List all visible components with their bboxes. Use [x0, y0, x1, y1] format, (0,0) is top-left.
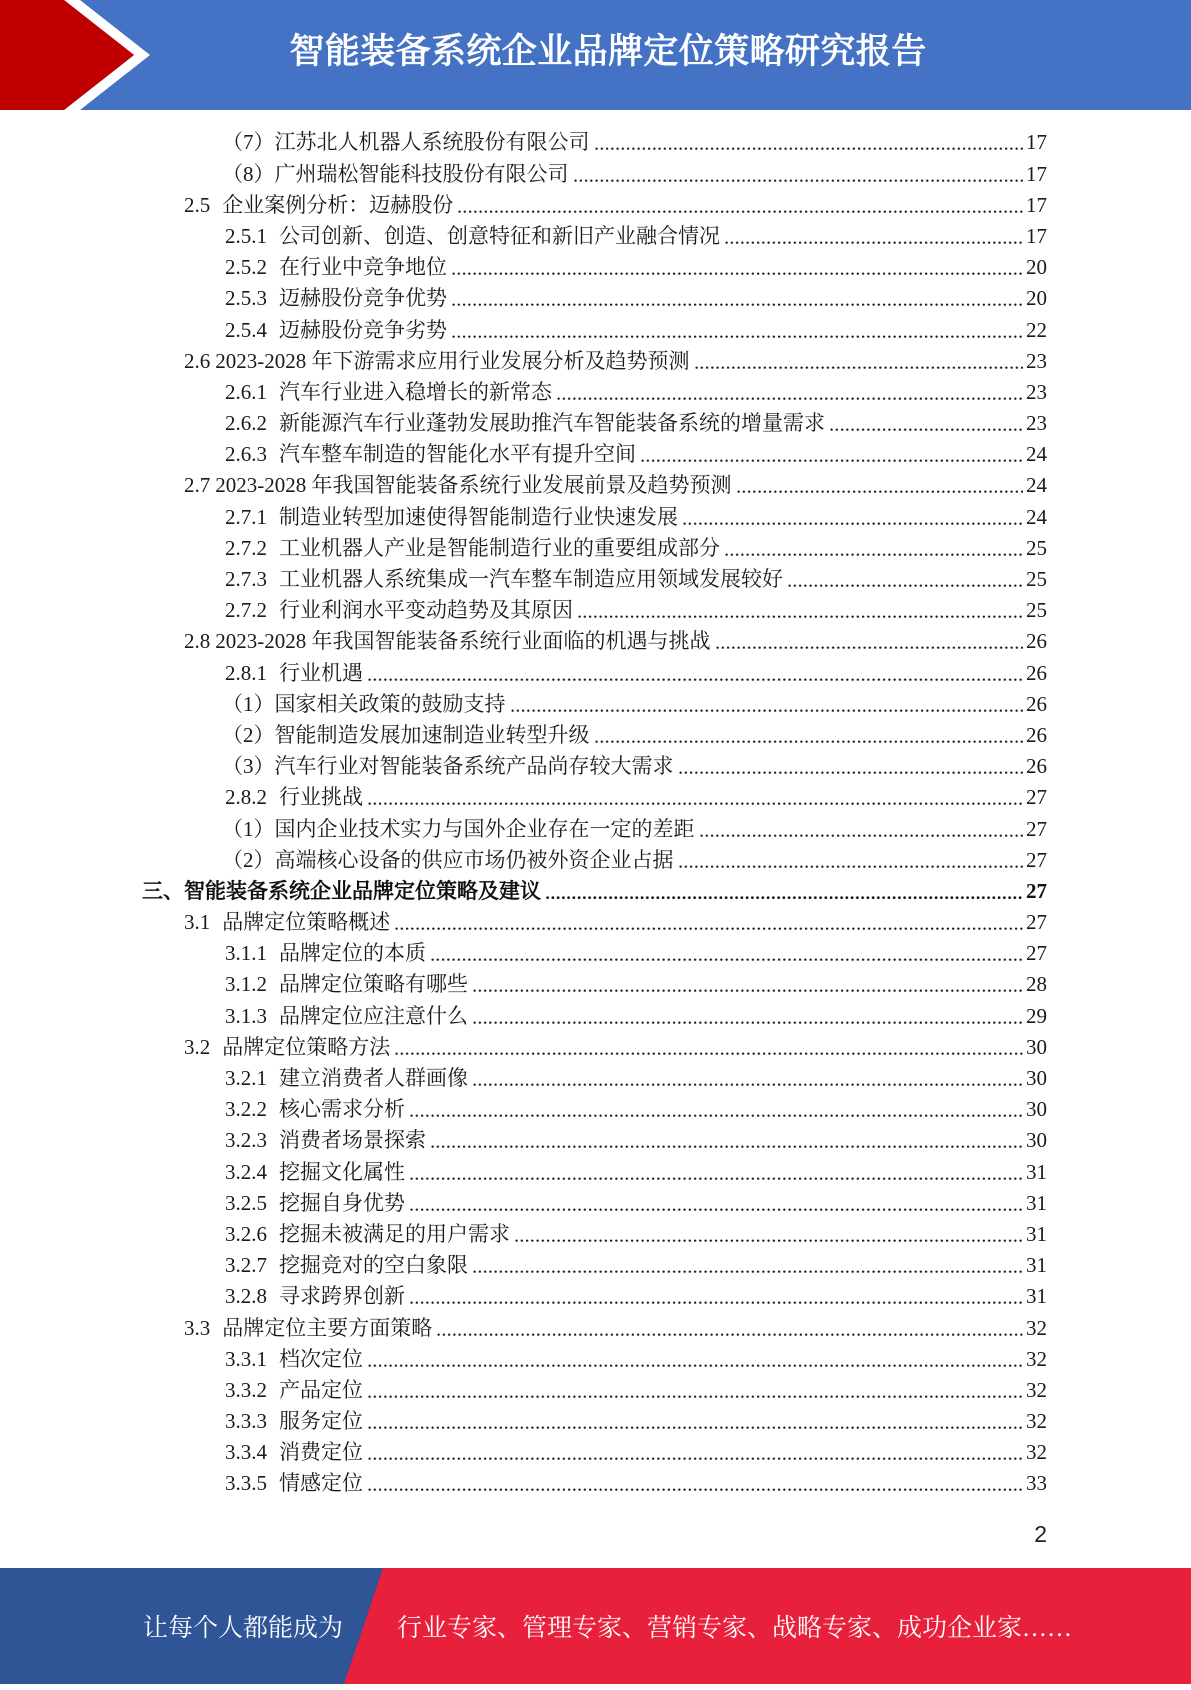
toc-dot-leader: [451, 283, 1023, 314]
toc-dot-leader: [367, 1344, 1023, 1375]
toc-entry-number: 2.5.1: [225, 223, 267, 248]
toc-entry-page: 24: [1026, 442, 1047, 467]
toc-entry-number: 2.6.1: [225, 379, 267, 404]
toc-entry-number: 2.7: [184, 473, 211, 498]
toc-dot-leader: [640, 439, 1023, 470]
toc-entry-number: （8）: [222, 161, 275, 186]
toc-entry-title: 品牌定位主要方面策略: [222, 1315, 433, 1340]
toc-entry[interactable]: [0, 1406, 1047, 1437]
toc-dot-leader: [724, 221, 1023, 252]
toc-dot-leader: [367, 1375, 1023, 1406]
toc-entry-page: 17: [1026, 223, 1047, 248]
toc-dot-leader: [736, 470, 1024, 501]
toc-entry-page: 23: [1026, 411, 1047, 436]
toc-entry-title: 企业案例分析：迈赫股份: [222, 192, 454, 217]
toc-entry-page: 31: [1026, 1284, 1047, 1309]
toc-entry-number: 2.8.2: [225, 785, 267, 810]
toc-entry-page: 27: [1026, 816, 1047, 841]
footer-slogan-roles: 行业专家、管理专家、营销专家、战略专家、成功企业家……: [397, 1615, 1073, 1642]
toc-entry[interactable]: [0, 1281, 1047, 1312]
toc-entry-number: 2.7.2: [225, 598, 267, 623]
toc-dot-leader: [514, 1219, 1023, 1250]
toc-entry[interactable]: [0, 1125, 1047, 1156]
toc-entry-page: 26: [1026, 660, 1047, 685]
toc-entry[interactable]: [0, 564, 1047, 595]
footer-slogan-lead: 让每个人都能成为: [143, 1615, 344, 1642]
toc-entry[interactable]: [0, 439, 1047, 470]
toc-entry[interactable]: [0, 751, 1047, 782]
toc-dot-leader: [577, 595, 1023, 626]
toc-entry-number: 2.6: [184, 348, 211, 373]
toc-entry-page: 29: [1026, 1003, 1047, 1028]
toc-entry-title: 品牌定位策略概述: [222, 910, 391, 935]
toc-entry-number: （1）: [222, 691, 275, 716]
toc-entry[interactable]: [0, 408, 1047, 439]
toc-entry[interactable]: [0, 283, 1047, 314]
toc-entry[interactable]: [0, 159, 1047, 190]
toc-entry-number: 2.8.1: [225, 660, 267, 685]
toc-entry[interactable]: [0, 1001, 1047, 1032]
toc-entry-page: 27: [1026, 847, 1047, 872]
toc-dot-leader: [409, 1157, 1023, 1188]
toc-entry[interactable]: [0, 1437, 1047, 1468]
toc-entry-title: 2023-2028 年我国智能装备系统行业面临的机遇与挑战: [215, 629, 711, 654]
toc-entry-title: 汽车行业进入稳增长的新常态: [279, 379, 552, 404]
toc-entry-page: 27: [1026, 878, 1047, 903]
toc-entry-page: 17: [1026, 130, 1047, 155]
toc-dot-leader: [715, 626, 1024, 657]
toc-dot-leader: [409, 1281, 1023, 1312]
toc-entry-page: 31: [1026, 1221, 1047, 1246]
toc-dot-leader: [409, 1188, 1023, 1219]
toc-dot-leader: [510, 689, 1024, 720]
toc-entry-page: 33: [1026, 1471, 1047, 1496]
toc-dot-leader: [457, 190, 1023, 221]
toc-entry-title: 国家相关政策的鼓励支持: [274, 691, 506, 716]
toc-entry-page: 20: [1026, 286, 1047, 311]
toc-entry-number: 2.5.4: [225, 317, 267, 342]
toc-entry-title: 品牌定位应注意什么: [279, 1003, 468, 1028]
toc-entry[interactable]: [0, 595, 1047, 626]
toc-entry[interactable]: [0, 1313, 1047, 1344]
toc-entry-title: 广州瑞松智能科技股份有限公司: [274, 161, 569, 186]
toc-entry[interactable]: [0, 252, 1047, 283]
page-number: 2: [1034, 1521, 1047, 1547]
toc-entry[interactable]: [0, 1344, 1047, 1375]
toc-dot-leader: [367, 1468, 1023, 1499]
toc-entry-title: 迈赫股份竞争优势: [279, 286, 447, 311]
toc-entry-title: 制造业转型加速使得智能制造行业快速发展: [279, 504, 678, 529]
toc-entry-title: 服务定位: [279, 1409, 363, 1434]
toc-dot-leader: [829, 408, 1023, 439]
toc-entry-page: 26: [1026, 722, 1047, 747]
toc-dot-leader: [451, 252, 1023, 283]
toc-dot-leader: [694, 346, 1024, 377]
toc-entry-page: 30: [1026, 1034, 1047, 1059]
toc-entry-title: 消费者场景探索: [279, 1128, 426, 1153]
report-title: 智能装备系统企业品牌定位策略研究报告: [289, 32, 927, 72]
toc-dot-leader: [430, 1125, 1023, 1156]
toc-entry-number: 3.3: [184, 1315, 211, 1340]
toc-entry[interactable]: [0, 1157, 1047, 1188]
toc-entry-title: 挖掘竞对的空白象限: [279, 1253, 468, 1278]
toc-entry[interactable]: [0, 221, 1047, 252]
toc-entry[interactable]: [0, 782, 1047, 813]
toc-entry-title: 品牌定位的本质: [279, 941, 426, 966]
toc-entry-title: 高端核心设备的供应市场仍被外资企业占据: [274, 847, 674, 872]
toc-dot-leader: [367, 1437, 1023, 1468]
toc-entry-number: 3.3.1: [225, 1346, 267, 1371]
toc-entry-title: 2023-2028 年我国智能装备系统行业发展前景及趋势预测: [215, 473, 732, 498]
toc-entry-number: 2.6.2: [225, 411, 267, 436]
toc-entry-page: 23: [1026, 379, 1047, 404]
toc-entry[interactable]: [0, 1188, 1047, 1219]
toc-entry[interactable]: [0, 1063, 1047, 1094]
toc-entry-number: 3.2.7: [225, 1253, 267, 1278]
toc-entry-number: 3.2.4: [225, 1159, 267, 1184]
toc-entry-number: （3）: [222, 754, 275, 779]
toc-entry-page: 32: [1026, 1440, 1047, 1465]
toc-entry-number: 3.2.2: [225, 1097, 267, 1122]
toc-dot-leader: [682, 502, 1023, 533]
toc-entry[interactable]: [0, 127, 1047, 158]
toc-entry-page: 20: [1026, 255, 1047, 280]
toc-entry[interactable]: [0, 502, 1047, 533]
toc-entry-number: 3.2.8: [225, 1284, 267, 1309]
toc-entry-number: 3.1.3: [225, 1003, 267, 1028]
toc-entry[interactable]: [0, 533, 1047, 564]
toc-entry-number: 3.2: [184, 1034, 211, 1059]
toc-entry[interactable]: [0, 1250, 1047, 1281]
toc-entry-number: 3.1.2: [225, 972, 267, 997]
toc-entry-title: 智能装备系统企业品牌定位策略及建议: [184, 878, 541, 903]
toc-dot-leader: [472, 1063, 1023, 1094]
toc-dot-leader: [367, 658, 1023, 689]
toc-dot-leader: [451, 315, 1023, 346]
toc-entry[interactable]: [0, 658, 1047, 689]
toc-dot-leader: [472, 969, 1023, 1000]
toc-entry-number: 3.2.3: [225, 1128, 267, 1153]
toc-dot-leader: [394, 907, 1023, 938]
page-footer: [0, 1568, 1191, 1684]
toc-chapter-entry[interactable]: [0, 876, 1047, 907]
toc-entry-title: 档次定位: [279, 1346, 363, 1371]
toc-entry[interactable]: [0, 1468, 1047, 1499]
toc-entry-number: 2.7.2: [225, 535, 267, 560]
toc-dot-leader: [678, 845, 1024, 876]
toc-entry-number: 3.3.4: [225, 1440, 267, 1465]
toc-entry-page: 32: [1026, 1409, 1047, 1434]
toc-entry-page: 26: [1026, 629, 1047, 654]
toc-dot-leader: [556, 377, 1023, 408]
toc-entry-number: 2.5.3: [225, 286, 267, 311]
toc-entry-title: 核心需求分析: [279, 1097, 405, 1122]
toc-dot-leader: [787, 564, 1023, 595]
toc-entry-page: 24: [1026, 473, 1047, 498]
toc-entry-number: 2.7.1: [225, 504, 267, 529]
toc-dot-leader: [367, 782, 1023, 813]
toc-entry-page: 27: [1026, 910, 1047, 935]
toc-entry-title: 汽车整车制造的智能化水平有提升空间: [279, 442, 636, 467]
toc-entry-title: 迈赫股份竞争劣势: [279, 317, 447, 342]
toc-entry[interactable]: [0, 1219, 1047, 1250]
toc-entry-title: 挖掘文化属性: [279, 1159, 405, 1184]
toc-entry-page: 22: [1026, 317, 1047, 342]
toc-entry[interactable]: [0, 720, 1047, 751]
toc-entry-title: 寻求跨界创新: [279, 1284, 405, 1309]
toc-entry-title: 品牌定位策略方法: [222, 1034, 391, 1059]
toc-entry-number: 2.8: [184, 629, 211, 654]
toc-entry-title: 工业机器人系统集成一汽车整车制造应用领域发展较好: [279, 567, 783, 592]
toc-entry-page: 17: [1026, 192, 1047, 217]
toc-dot-leader: [472, 1250, 1023, 1281]
toc-entry-page: 24: [1026, 504, 1047, 529]
toc-entry-number: 2.7.3: [225, 567, 267, 592]
toc-entry-number: 三、: [142, 878, 184, 903]
toc-entry[interactable]: [0, 470, 1047, 501]
toc-entry-page: 26: [1026, 691, 1047, 716]
toc-entry-title: 挖掘未被满足的用户需求: [279, 1221, 510, 1246]
toc-entry[interactable]: [0, 969, 1047, 1000]
toc-entry-number: （7）: [222, 130, 275, 155]
toc-entry-title: 建立消费者人群画像: [279, 1066, 468, 1091]
toc-entry-title: 汽车行业对智能装备系统产品尚存较大需求: [274, 754, 674, 779]
toc-dot-leader: [573, 159, 1024, 190]
toc-entry-title: 公司创新、创造、创意特征和新旧产业融合情况: [279, 223, 720, 248]
toc-entry[interactable]: [0, 346, 1047, 377]
toc-entry[interactable]: [0, 377, 1047, 408]
toc-entry-number: 3.1: [184, 910, 211, 935]
page-header: [0, 0, 1191, 110]
toc-entry-page: 23: [1026, 348, 1047, 373]
toc-entry-title: 品牌定位策略有哪些: [279, 972, 468, 997]
toc-entry-page: 32: [1026, 1346, 1047, 1371]
toc-dot-leader: [409, 1094, 1023, 1125]
toc-entry-number: 2.6.3: [225, 442, 267, 467]
toc-entry-number: 3.3.3: [225, 1409, 267, 1434]
toc-entry-title: 工业机器人产业是智能制造行业的重要组成部分: [279, 535, 720, 560]
toc-dot-leader: [678, 751, 1024, 782]
toc-entry[interactable]: [0, 1032, 1047, 1063]
toc-entry-title: 情感定位: [279, 1471, 363, 1496]
toc-entry[interactable]: [0, 845, 1047, 876]
toc-dot-leader: [472, 1001, 1023, 1032]
toc-entry-number: 3.2.6: [225, 1221, 267, 1246]
toc-entry-page: 26: [1026, 754, 1047, 779]
toc-dot-leader: [594, 720, 1024, 751]
toc-entry-title: 新能源汽车行业蓬勃发展助推汽车智能装备系统的增量需求: [279, 411, 825, 436]
toc-entry-page: 25: [1026, 598, 1047, 623]
toc-entry-page: 25: [1026, 567, 1047, 592]
toc-entry-title: 产品定位: [279, 1377, 363, 1402]
toc-entry-number: 2.5: [184, 192, 211, 217]
toc-entry-page: 31: [1026, 1159, 1047, 1184]
toc-entry-page: 27: [1026, 785, 1047, 810]
toc-entry-number: 2.5.2: [225, 255, 267, 280]
toc-entry-number: （1）: [222, 816, 275, 841]
toc-entry-title: 行业机遇: [279, 660, 363, 685]
toc-entry-title: 行业挑战: [279, 785, 363, 810]
toc-entry-page: 32: [1026, 1315, 1047, 1340]
toc-entry-page: 32: [1026, 1377, 1047, 1402]
toc-entry-title: 江苏北人机器人系统股份有限公司: [274, 130, 590, 155]
toc-entry-title: 2023-2028 年下游需求应用行业发展分析及趋势预测: [215, 348, 690, 373]
table-of-contents: [0, 127, 1047, 1499]
toc-entry-title: 智能制造发展加速制造业转型升级: [274, 722, 590, 747]
toc-dot-leader: [594, 127, 1024, 158]
toc-dot-leader: [430, 938, 1023, 969]
toc-entry-number: 3.2.5: [225, 1190, 267, 1215]
toc-dot-leader: [699, 814, 1024, 845]
toc-entry[interactable]: [0, 814, 1047, 845]
toc-entry-title: 消费定位: [279, 1440, 363, 1465]
toc-entry-page: 31: [1026, 1190, 1047, 1215]
toc-entry-page: 28: [1026, 972, 1047, 997]
toc-entry-page: 31: [1026, 1253, 1047, 1278]
toc-entry-page: 27: [1026, 941, 1047, 966]
toc-entry-number: 3.2.1: [225, 1066, 267, 1091]
toc-dot-leader: [436, 1313, 1023, 1344]
toc-entry[interactable]: [0, 1375, 1047, 1406]
toc-entry[interactable]: [0, 315, 1047, 346]
toc-entry[interactable]: [0, 689, 1047, 720]
toc-entry-page: 30: [1026, 1066, 1047, 1091]
toc-entry-page: 30: [1026, 1097, 1047, 1122]
toc-entry-title: 行业利润水平变动趋势及其原因: [279, 598, 573, 623]
toc-entry-title: 在行业中竞争地位: [279, 255, 447, 280]
toc-dot-leader: [724, 533, 1023, 564]
toc-entry-number: 3.1.1: [225, 941, 267, 966]
toc-entry[interactable]: [0, 938, 1047, 969]
toc-entry-page: 30: [1026, 1128, 1047, 1153]
toc-entry[interactable]: [0, 1094, 1047, 1125]
toc-entry-title: 挖掘自身优势: [279, 1190, 405, 1215]
toc-dot-leader: [545, 876, 1023, 907]
toc-entry-number: （2）: [222, 847, 275, 872]
toc-entry-title: 国内企业技术实力与国外企业存在一定的差距: [274, 816, 695, 841]
toc-entry[interactable]: [0, 907, 1047, 938]
toc-entry-number: （2）: [222, 722, 275, 747]
toc-dot-leader: [394, 1032, 1023, 1063]
toc-entry[interactable]: [0, 626, 1047, 657]
toc-entry-page: 17: [1026, 161, 1047, 186]
toc-dot-leader: [367, 1406, 1023, 1437]
toc-entry-number: 3.3.2: [225, 1377, 267, 1402]
toc-entry-page: 25: [1026, 535, 1047, 560]
toc-entry[interactable]: [0, 190, 1047, 221]
toc-entry-number: 3.3.5: [225, 1471, 267, 1496]
